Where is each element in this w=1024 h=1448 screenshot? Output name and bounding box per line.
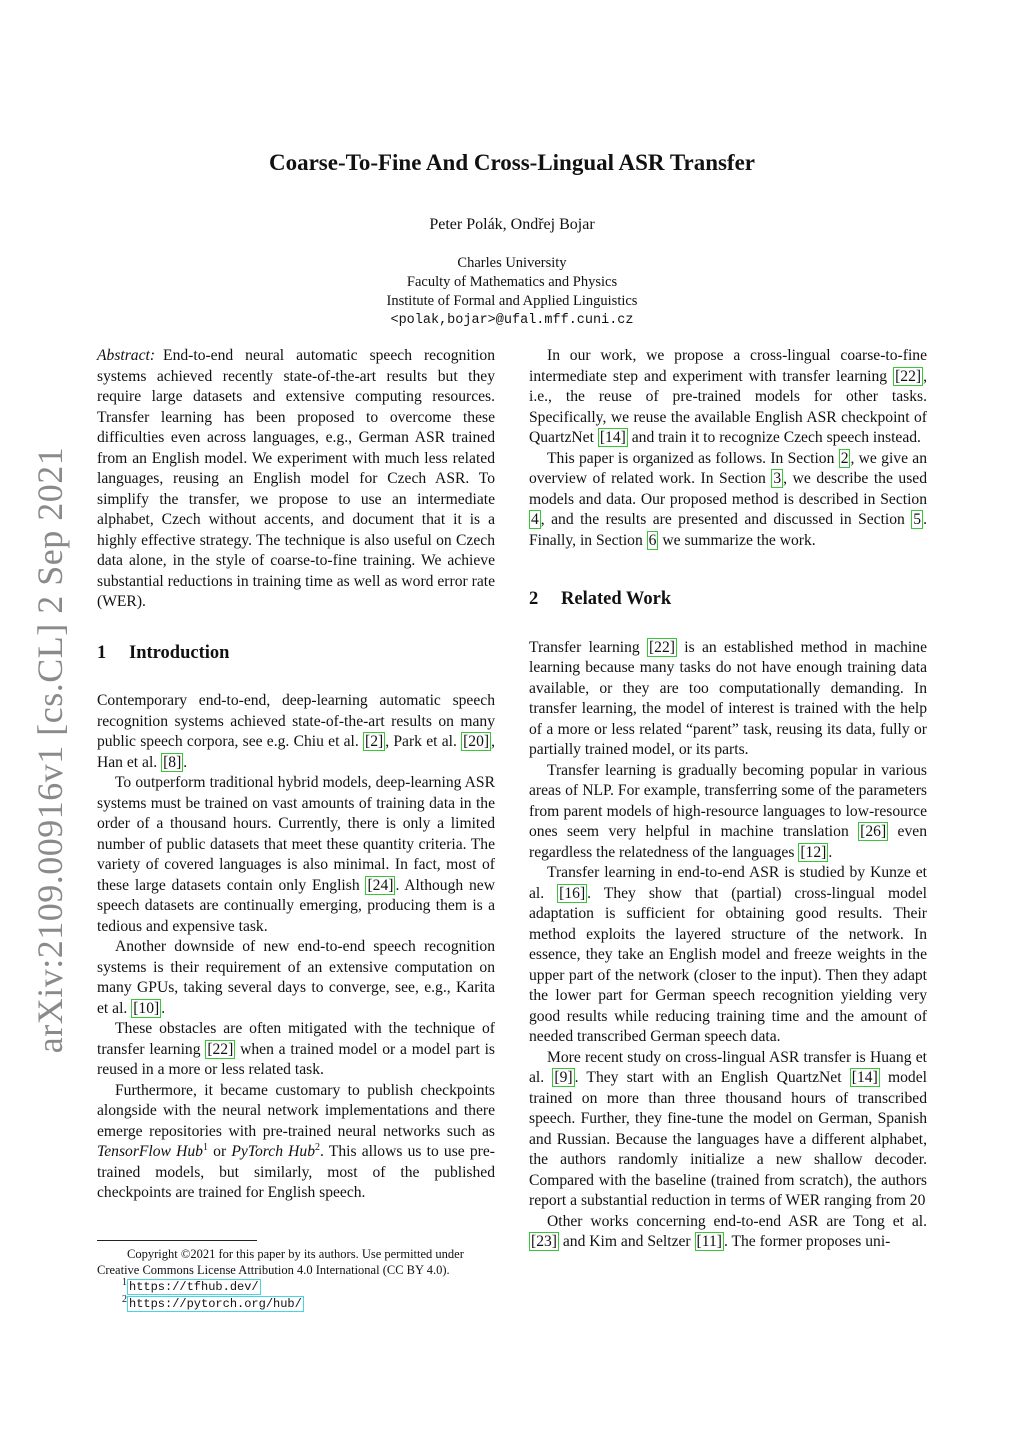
- text-run: . This allows us to use pre-trained models, but similarly, most of the published checkpoints are trained for English speech.: [97, 1143, 495, 1201]
- text-run: , Park et al.: [385, 733, 462, 750]
- text-run: . Although new speech datasets are continually emerging, producing them is a tedious and expensive task.: [97, 876, 495, 935]
- section-link[interactable]: 5: [913, 511, 922, 528]
- affiliation-university: Charles University: [457, 255, 567, 271]
- section-title: Introduction: [129, 642, 230, 663]
- text-run: . The former proposes uni-: [723, 1233, 891, 1250]
- text-run: , Han et al.: [97, 733, 495, 771]
- footnote-1: [97, 1278, 495, 1295]
- text-run: Other works concerning end-to-end ASR are Tong et al.: [547, 1212, 927, 1230]
- text-run: when a trained model or a model part is reused in a more or less related task.: [97, 1040, 495, 1078]
- citation-link[interactable]: [22]: [895, 367, 922, 385]
- footnote-number: 1: [122, 1276, 127, 1288]
- text-run: and train it to recognize Czech speech instead.: [627, 429, 921, 446]
- pytorch-hub-name: PyTorch Hub: [231, 1143, 316, 1160]
- footnote-2: [97, 1295, 495, 1312]
- abstract: [97, 346, 495, 613]
- text-run: , and the results are presented and discussed in Section: [540, 511, 912, 528]
- text-run: , i.e., the reuse of pre-trained models for other tasks. Specifically, we reuse the available English ASR checkpoint of QuartzNet: [529, 367, 927, 446]
- intro-paragraph-3: [97, 937, 495, 1019]
- section-link[interactable]: 2: [840, 449, 849, 467]
- text-run: In our work, we propose a cross-lingual coarse-to-fine intermediate step and experiment with transfer learning: [529, 347, 927, 385]
- affiliation-institute: Institute of Formal and Applied Linguistics: [386, 293, 638, 309]
- text-run: , we describe the used models and data. Our proposed method is described in Section: [529, 470, 927, 508]
- footnote-rule: [97, 1240, 257, 1241]
- affiliation-block: [0, 254, 1024, 330]
- tensorflow-hub-name: TensorFlow Hub: [97, 1143, 203, 1160]
- text-run: , we give an overview of related work. In Section: [529, 449, 927, 487]
- text-run: we summarize the work.: [658, 531, 816, 549]
- footnote-ref-1[interactable]: 1: [202, 1141, 208, 1153]
- citation-link[interactable]: [20]: [463, 733, 490, 750]
- text-run: These obstacles are often mitigated with the technique of transfer learning: [97, 1020, 495, 1058]
- section-heading-related-work: [529, 589, 927, 610]
- section-link[interactable]: 4: [531, 511, 539, 528]
- affiliation-faculty: Faculty of Mathematics and Physics: [406, 274, 618, 290]
- text-run: Transfer learning is gradually becoming popular in various areas of NLP. For example, transferring some of the parameters from parent models of high-resource languages to low-resource ones seem very helpful in machine translation: [529, 761, 927, 840]
- text-run: To outperform traditional hybrid models, deep-learning ASR systems must be trained on vast amounts of training data in the order of a thousand hours. Currently, there is only a limited number of public datasets that meet these quantity criteria. The variety of covered languages is also minimal. In fact, most of these large datasets contain only English: [97, 774, 495, 894]
- paper-authors: Peter Polák, Ondřej Bojar: [429, 216, 595, 233]
- text-run: is an established method in machine learning because many tasks do not have enough training data available, or they are too computationally demanding. In transfer learning, the model of interest is trained with the help of a more or less related “parent” task, reusing its data, fully or partially trained model, or its parts.: [529, 638, 927, 758]
- section-link[interactable]: 3: [773, 470, 782, 487]
- paper-title: Coarse-To-Fine And Cross-Lingual ASR Transfer: [268, 150, 756, 175]
- left-column: [97, 346, 495, 1204]
- footnote-ref-2[interactable]: 2: [315, 1141, 321, 1153]
- intro-cont-paragraph-2: [529, 449, 927, 552]
- section-number: 2: [529, 589, 539, 609]
- arxiv-identifier-text: arXiv:2109.00916v1 [cs.CL] 2 Sep 2021: [30, 446, 70, 1054]
- citation-link[interactable]: [12]: [800, 843, 827, 861]
- related-paragraph-4: [529, 1048, 927, 1212]
- related-paragraph-2: [529, 761, 927, 864]
- footnote-number: 2: [122, 1293, 127, 1305]
- text-run: More recent study on cross-lingual ASR transfer is Huang et al.: [529, 1048, 927, 1086]
- intro-cont-paragraph-1: [529, 346, 927, 449]
- text-run: Another downside of new end-to-end speech recognition systems is their requirement of an extensive computation on many GPUs, taking several days to converge, see, e.g., Karita et al.: [97, 938, 495, 1017]
- citation-link[interactable]: [23]: [531, 1233, 557, 1250]
- citation-link[interactable]: [9]: [554, 1069, 573, 1086]
- citation-link[interactable]: [26]: [860, 823, 887, 840]
- related-paragraph-5: [529, 1212, 927, 1253]
- text-run: .: [183, 753, 188, 771]
- citation-link[interactable]: [8]: [163, 753, 182, 771]
- pytorch-hub-url-link[interactable]: https://pytorch.org/hub/: [129, 1297, 302, 1311]
- text-run: Contemporary end-to-end, deep-learning automatic speech recognition systems achieved state-of-the-art results on many public speech corpora, see e.g. Chiu et al.: [97, 692, 495, 750]
- copyright-note: Copyright ©2021 for this paper by its authors. Use permitted under Creative Commons License Attribution 4.0 International (CC BY 4.0).: [97, 1247, 464, 1277]
- related-paragraph-3: [529, 863, 927, 1048]
- citation-link[interactable]: [14]: [851, 1069, 878, 1086]
- text-run: .: [828, 843, 833, 861]
- citation-link[interactable]: [14]: [599, 429, 626, 446]
- abstract-label: Abstract:: [97, 347, 156, 364]
- text-run: even regardless the relatedness of the languages: [529, 823, 927, 861]
- text-run: model trained on more than three thousand hours of transcribed speech. Further, they fine-tune the model on German, Spanish and Russian. Because the languages have a different alphabet, the authors randomly initialize a new shallow decoder. Compared with the baseline (trained from scratch), the authors report a substantial reduction in terms of WER ranging from 20: [529, 1069, 927, 1209]
- author-email: <polak,bojar>@ufal.mff.cuni.cz: [390, 313, 634, 328]
- text-run: . They start with an English QuartzNet: [574, 1069, 850, 1086]
- abstract-text: End-to-end neural automatic speech recognition systems achieved recently state-of-the-art results but they require large datasets and extensive computing resources. Transfer learning has been proposed to overcome these difficulties even across languages, e.g., German ASR trained from an English model. We experiment with much less related languages, reusing an English model for Czech ASR. To simplify the transfer, we propose to use an intermediate alphabet, Czech without accents, and document that it is a highly effective strategy. The technique is also useful on Czech data alone, in the style of coarse-to-fine training. We achieve substantial reductions in training time as well as word error rate (WER).: [97, 347, 495, 610]
- section-heading-introduction: [97, 643, 495, 664]
- citation-link[interactable]: [11]: [696, 1233, 722, 1250]
- arxiv-identifier: [20, 446, 80, 1054]
- section-number: 1: [97, 642, 107, 663]
- section-title: Related Work: [561, 589, 672, 609]
- text-run: .: [161, 999, 166, 1017]
- text-run: Transfer learning: [529, 638, 647, 656]
- text-run: . Finally, in Section: [529, 511, 927, 549]
- intro-paragraph-4: [97, 1019, 495, 1081]
- related-paragraph-1: [529, 638, 927, 761]
- intro-paragraph-2: [97, 773, 495, 937]
- intro-paragraph-5: [97, 1081, 495, 1204]
- citation-link[interactable]: [22]: [648, 638, 675, 656]
- text-run: This paper is organized as follows. In Section: [547, 449, 839, 467]
- text-run: Transfer learning in end-to-end ASR is studied by Kunze et al.: [529, 864, 927, 902]
- citation-link[interactable]: [2]: [365, 733, 384, 750]
- tfhub-url-link[interactable]: https://tfhub.dev/: [129, 1280, 259, 1294]
- citation-link[interactable]: [16]: [559, 884, 586, 902]
- citation-link[interactable]: [10]: [133, 999, 160, 1017]
- text-run: and Kim and Seltzer: [558, 1233, 695, 1250]
- right-column: [529, 346, 927, 1253]
- footnotes: [97, 1240, 495, 1312]
- intro-paragraph-1: [97, 691, 495, 773]
- section-link[interactable]: 6: [648, 531, 657, 549]
- citation-link[interactable]: [22]: [207, 1040, 234, 1058]
- text-run: Furthermore, it became customary to publish checkpoints alongside with the neural network implementations and there emerge repositories with pre-trained neural networks such as: [97, 1081, 495, 1140]
- text-run: or: [207, 1143, 232, 1160]
- text-run: . They show that (partial) cross-lingual model adaptation is sufficient for obtaining good results. Their method exploits the layered structure of the network. In essence, they take an English model and freeze weights in the upper part of the network (closer to the input). Then they adapt the lower part for German speech recognition yielding very good results while reducing training time and the amount of needed transcribed German speech data.: [529, 884, 927, 1045]
- citation-link[interactable]: [24]: [367, 876, 394, 894]
